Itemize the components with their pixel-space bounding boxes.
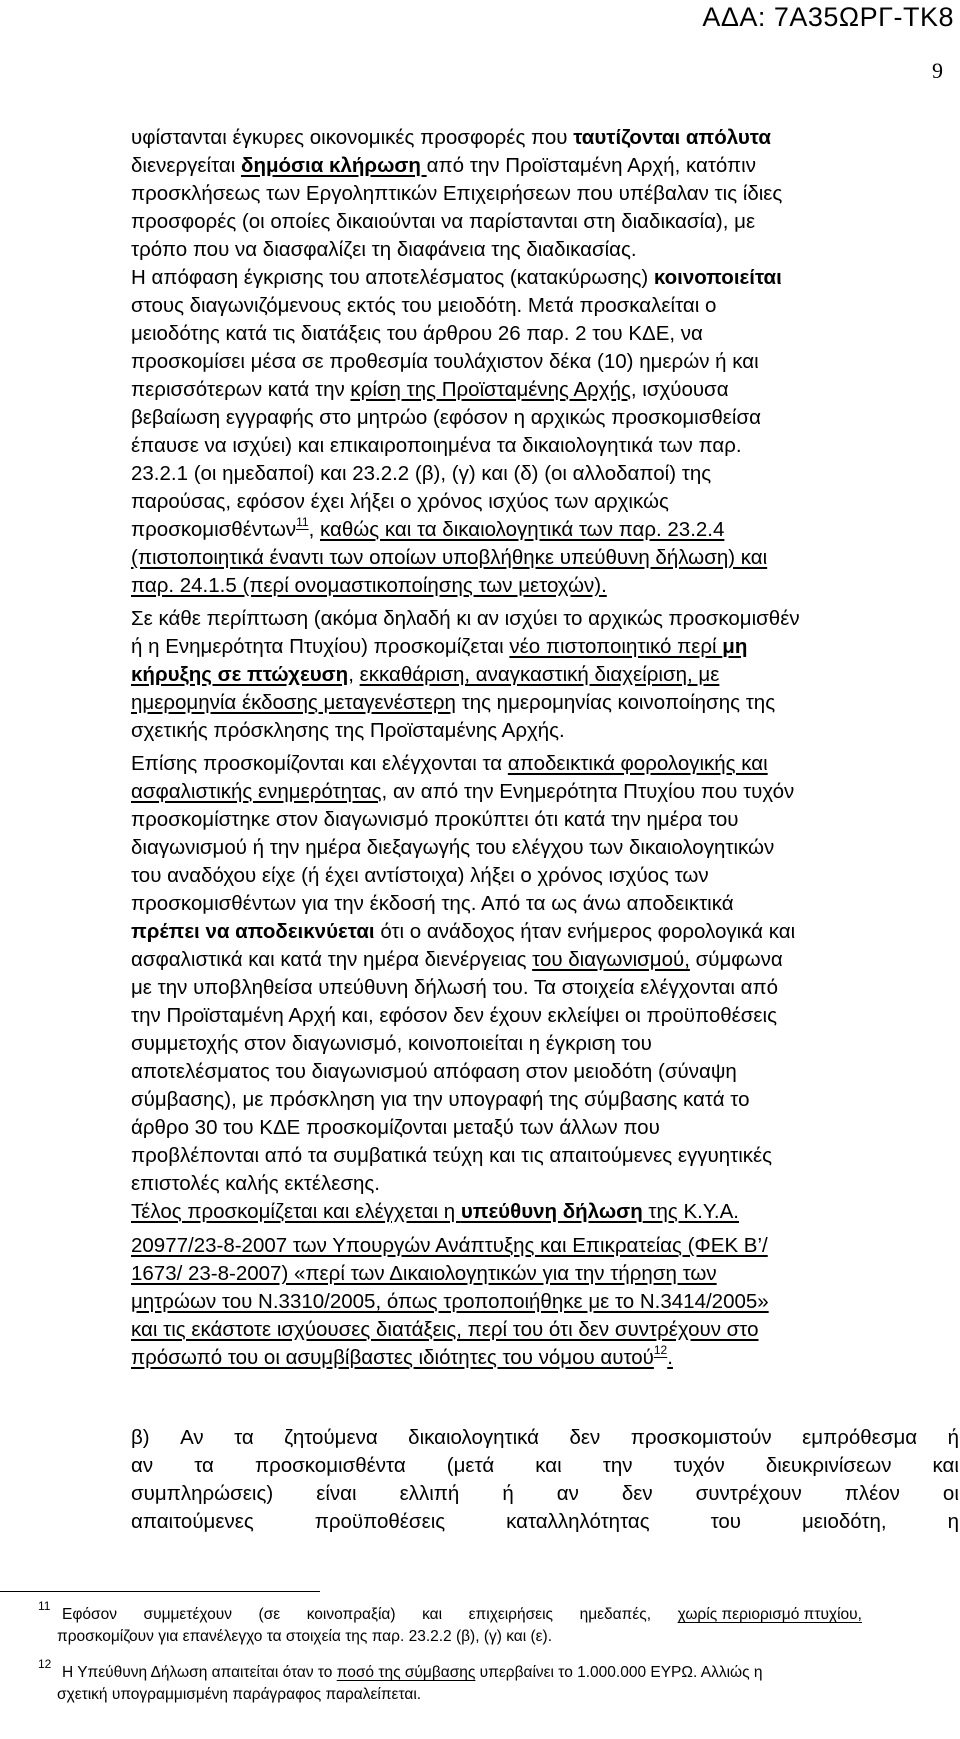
body-line	[131, 750, 768, 778]
word: β)	[131, 1426, 150, 1449]
body-line	[131, 1002, 777, 1030]
body-line	[131, 1316, 759, 1344]
word: διευκρινίσεων	[765, 1454, 892, 1477]
justified-line	[131, 1480, 959, 1508]
text-run: ημερομηνία έκδοσης μεταγενέστερη	[131, 691, 456, 714]
body-line	[131, 806, 739, 834]
text-run: ή η Ενημερότητα Πτυχίου) προσκομίζεται	[131, 635, 510, 658]
word: ελλιπή	[399, 1482, 460, 1505]
text-run: βεβαίωση εγγραφής στο μητρώο (εφόσον η αρχικώς προσκομισθείσα	[131, 406, 761, 429]
body-line	[131, 1142, 772, 1170]
text-run: 20977/23-8-2007 των Υπουργών Ανάπτυξης και Επικρατείας (ΦΕΚ Β’/	[131, 1234, 768, 1257]
text-run: ότι ο ανάδοχος ήταν ενήμερος φορολογικά και	[374, 920, 796, 943]
text-run: προσκομισθέντων για την έκδοσή της. Από τα ως άνω αποδεικτικά	[131, 892, 734, 915]
body-line	[131, 1058, 737, 1086]
word: ημεδαπές,	[579, 1606, 652, 1623]
text-run: , αν από την Ενημερότητα Πτυχίου που τυχόν	[381, 780, 795, 803]
body-line	[131, 689, 775, 717]
text-run: μητρώων του Ν.3310/2005, όπως τροποποιήθηκε με το Ν.3414/2005»	[131, 1290, 769, 1313]
text-run: Επίσης προσκομίζονται και ελέγχονται τα	[131, 752, 508, 775]
text-run: ,	[308, 518, 321, 541]
word: δεν	[621, 1482, 653, 1505]
footnote-line	[62, 1663, 763, 1683]
text-run: Τέλος προσκομίζεται και ελέγχεται η	[131, 1200, 461, 1223]
text-run: και τις εκάστοτε ισχύουσες διατάξεις, περί του ότι δεν συντρέχουν στο	[131, 1318, 759, 1341]
text-run: υπεύθυνη δήλωση	[460, 1200, 643, 1223]
justified-line	[131, 1508, 959, 1536]
text-run: ασφαλιστικά και κατά την ημέρα διενέργειας	[131, 948, 533, 971]
body-line	[131, 890, 734, 918]
document-code: ΑΔΑ: 7Α35ΩΡΓ-ΤΚ8	[702, 2, 954, 32]
footnote-number: 12	[38, 1657, 52, 1671]
word: οι	[942, 1482, 959, 1505]
body-line	[131, 236, 637, 264]
text-run: αποδεικτικά φορολογικής και	[507, 752, 768, 775]
text-run: δημόσια κλήρωση	[241, 154, 427, 177]
body-line	[131, 348, 759, 376]
text-run: σχετικής πρόσκλησης της Προϊσταμένης Αρχής.	[131, 719, 565, 742]
text-run: παρ. 24.1.5 (περί ονομαστικοποίησης των μετοχών).	[131, 574, 607, 597]
body-line	[131, 633, 747, 661]
word: εμπρόθεσμα	[802, 1426, 918, 1449]
text-run: σύμβασης), με πρόσκληση για την υπογραφή της σύμβασης κατά το	[131, 1088, 750, 1111]
word: προσκομισθέντα	[254, 1454, 406, 1477]
word: πλέον	[844, 1482, 900, 1505]
text-run: παρούσας, εφόσον έχει λήξει ο χρόνος ισχύος των αρχικώς	[131, 490, 669, 513]
word: και	[422, 1606, 443, 1623]
body-line	[131, 778, 794, 806]
body-line	[131, 152, 756, 180]
text-run: προβλέπονται από τα συμβατικά τεύχη και τις απαιτούμενες εγγυητικές	[131, 1144, 773, 1167]
text-run: μειοδότης κατά τις διατάξεις του άρθρου 26 παρ. 2 του ΚΔΕ, να	[131, 322, 703, 345]
word: μειοδότη,	[801, 1510, 887, 1533]
footnote-reference: 11	[296, 515, 309, 530]
text-run: υφίστανται έγκυρες οικονομικές προσφορές που	[131, 126, 574, 149]
body-line	[131, 946, 783, 974]
text-run: προσφορές (οι οποίες δικαιούνται να παρίστανται στη διαδικασία), με	[131, 210, 756, 233]
word: καταλληλότητας	[506, 1510, 650, 1533]
text-run: .	[667, 1346, 673, 1369]
word: (μετά	[446, 1454, 495, 1477]
text-run: καθώς και τα δικαιολογητικά των παρ. 23.2.4	[320, 518, 725, 541]
body-line	[131, 124, 771, 152]
text-run: ,	[348, 663, 360, 686]
body-line	[131, 1198, 739, 1226]
text-run: έπαυσε να ισχύει) και επικαιροποιημένα τα δικαιολογητικά των παρ.	[131, 434, 742, 457]
footnote-reference: 12	[653, 1343, 668, 1358]
text-run: από την Προϊσταμένη Αρχή, κατόπιν	[426, 154, 756, 177]
body-line	[131, 488, 669, 516]
word: η	[947, 1510, 959, 1533]
body-line	[131, 1344, 673, 1372]
text-run: Σε κάθε περίπτωση (ακόμα δηλαδή κι αν ισχύει το αρχικώς προσκομισθέν	[131, 607, 800, 630]
body-line	[131, 460, 711, 488]
word: την	[602, 1454, 633, 1477]
text-run: ποσό της σύμβασης	[336, 1664, 476, 1681]
text-run: διενεργείται	[131, 154, 242, 177]
word: προϋποθέσεις	[314, 1510, 446, 1533]
body-line	[131, 834, 774, 862]
word: ή	[947, 1426, 959, 1449]
text-run: κοινοποιείται	[653, 266, 782, 289]
body-line	[131, 661, 719, 689]
text-run: του διαγωνισμού,	[532, 948, 690, 971]
justified-line	[131, 1452, 959, 1480]
text-run: ταυτίζονται απόλυτα	[573, 126, 771, 149]
body-line	[131, 264, 782, 292]
footnote-line: σχετική υπογραμμισμένη παράγραφος παραλείπεται.	[57, 1686, 422, 1703]
word: τα	[194, 1454, 214, 1477]
body-line	[131, 1086, 749, 1114]
word: συμπληρώσεις)	[131, 1482, 274, 1505]
body-line	[131, 1170, 380, 1198]
text-run: πρόσωπό του οι ασυμβίβαστες ιδιότητες του νόμου αυτού	[131, 1346, 654, 1369]
text-run: , ισχύουσα	[630, 378, 729, 401]
text-run: προσκομισθέντων	[131, 518, 297, 541]
word: ζητούμενα	[284, 1426, 378, 1449]
word: συντρέχουν	[695, 1482, 802, 1505]
text-run: του αναδόχου είχε (ή έχει αντίστοιχα) λήξει ο χρόνος ισχύος των	[131, 864, 709, 887]
body-line	[131, 605, 800, 633]
text-run: μη	[722, 635, 748, 658]
text-run: προσκομίσει μέσα σε προθεσμία τουλάχιστον δέκα (10) ημερών ή και	[131, 350, 759, 373]
word: δικαιολογητικά	[408, 1426, 540, 1449]
body-line	[131, 1288, 769, 1316]
footnote-line: προσκομίζουν για επανέλεγχο τα στοιχεία της παρ. 23.2.2 (β), (γ) και (ε).	[57, 1628, 553, 1645]
text-run: διαγωνισμού ή την ημέρα διεξαγωγής του ελέγχου των δικαιολογητικών	[131, 836, 775, 859]
body-line	[131, 862, 709, 890]
body-line	[131, 180, 782, 208]
word: προσκομιστούν	[630, 1426, 772, 1449]
text-run: εκκαθάριση, αναγκαστική διαχείριση, με	[359, 663, 720, 686]
text-run: νέο πιστοποιητικό περί	[509, 635, 723, 658]
word: ή	[502, 1482, 514, 1505]
body-line	[131, 1030, 652, 1058]
text-run: της Κ.Υ.Α.	[642, 1200, 739, 1223]
body-line	[131, 544, 767, 572]
body-line	[131, 1232, 768, 1260]
text-run: περισσότερων κατά την	[131, 378, 351, 401]
word: χωρίς περιορισμό πτυχίου,	[677, 1606, 862, 1623]
word: Αν	[180, 1426, 204, 1449]
text-run: της ημερομηνίας κοινοποίησης της	[455, 691, 776, 714]
text-run: κρίση της Προϊσταμένης Αρχής	[350, 378, 631, 401]
text-run: αποτελέσματος του διαγωνισμού απόφαση στον μειοδότη (σύναψη	[131, 1060, 737, 1083]
text-run: 1673/ 23-8-2007) «περί των Δικαιολογητικών για την τήρηση των	[131, 1262, 717, 1285]
body-line	[131, 1260, 717, 1288]
justified-line	[131, 1424, 959, 1452]
text-run: υπερβαίνει το 1.000.000 ΕΥΡΩ. Αλλιώς η	[475, 1664, 763, 1681]
word: τα	[234, 1426, 254, 1449]
footnote-number: 11	[38, 1599, 51, 1613]
body-line	[131, 320, 703, 348]
body-line	[131, 974, 778, 1002]
body-line	[131, 292, 716, 320]
text-run: σύμφωνα	[689, 948, 783, 971]
word: δεν	[569, 1426, 601, 1449]
word: Εφόσον	[62, 1606, 117, 1623]
text-run: με την υποβληθείσα υπεύθυνη δήλωσή του. Τα στοιχεία ελέγχονται από	[131, 976, 779, 999]
text-run: (πιστοποιητικά έναντι των οποίων υποβλήθηκε υπεύθυνη δήλωση) και	[131, 546, 768, 569]
text-run: ασφαλιστικής ενημερότητας	[131, 780, 382, 803]
word: κοινοπραξία)	[306, 1606, 396, 1623]
text-run: 23.2.1 (οι ημεδαποί) και 23.2.2 (β), (γ) και (δ) (οι αλλοδαποί) της	[131, 462, 712, 485]
word: και	[932, 1454, 959, 1477]
word: είναι	[316, 1482, 357, 1505]
body-line	[131, 1114, 660, 1142]
footnote-line	[62, 1605, 862, 1625]
text-run: τρόπο που να διασφαλίζει τη διαφάνεια της διαδικασίας.	[131, 238, 637, 261]
body-line	[131, 572, 607, 600]
body-line	[131, 516, 724, 544]
word: αν	[131, 1454, 154, 1477]
text-run: στους διαγωνιζόμενους εκτός του μειοδότη. Μετά προσκαλείται ο	[131, 294, 717, 317]
text-run: συμμετοχής στον διαγωνισμό, κοινοποιείται η έγκριση του	[131, 1032, 652, 1055]
word: (σε	[258, 1606, 281, 1623]
body-line	[131, 717, 565, 745]
text-run: προσκομίστηκε στον διαγωνισμό προκύπτει ότι κατά την ημέρα του	[131, 808, 739, 831]
word: και	[535, 1454, 562, 1477]
body-line	[131, 376, 729, 404]
text-run: άρθρο 30 του ΚΔΕ προσκομίζονται μεταξύ των άλλων που	[131, 1116, 660, 1139]
word: τυχόν	[673, 1454, 725, 1477]
body-line	[131, 432, 742, 460]
text-run: κήρυξης σε πτώχευση	[131, 663, 349, 686]
word: αν	[556, 1482, 579, 1505]
word: απαιτούμενες	[131, 1510, 254, 1533]
word: του	[710, 1510, 742, 1533]
body-line	[131, 918, 795, 946]
body-line	[131, 208, 755, 236]
text-run: Η Υπεύθυνη Δήλωση απαιτείται όταν το	[62, 1664, 337, 1681]
text-run: επιστολές καλής εκτέλεσης.	[131, 1172, 380, 1195]
page-number: 9	[932, 58, 943, 83]
body-line	[131, 404, 761, 432]
word: συμμετέχουν	[143, 1606, 232, 1623]
text-run: την Προϊσταμένη Αρχή και, εφόσον δεν έχουν εκλείψει οι προϋποθέσεις	[131, 1004, 777, 1027]
word: επιχειρήσεις	[468, 1606, 554, 1623]
text-run: προσκλήσεως των Εργοληπτικών Επιχειρήσεων που υπέβαλαν τις ίδιες	[131, 182, 783, 205]
text-run: πρέπει να αποδεικνύεται	[131, 920, 375, 943]
text-run: Η απόφαση έγκρισης του αποτελέσματος (κατακύρωσης)	[131, 266, 654, 289]
footnote-separator	[0, 1591, 320, 1592]
